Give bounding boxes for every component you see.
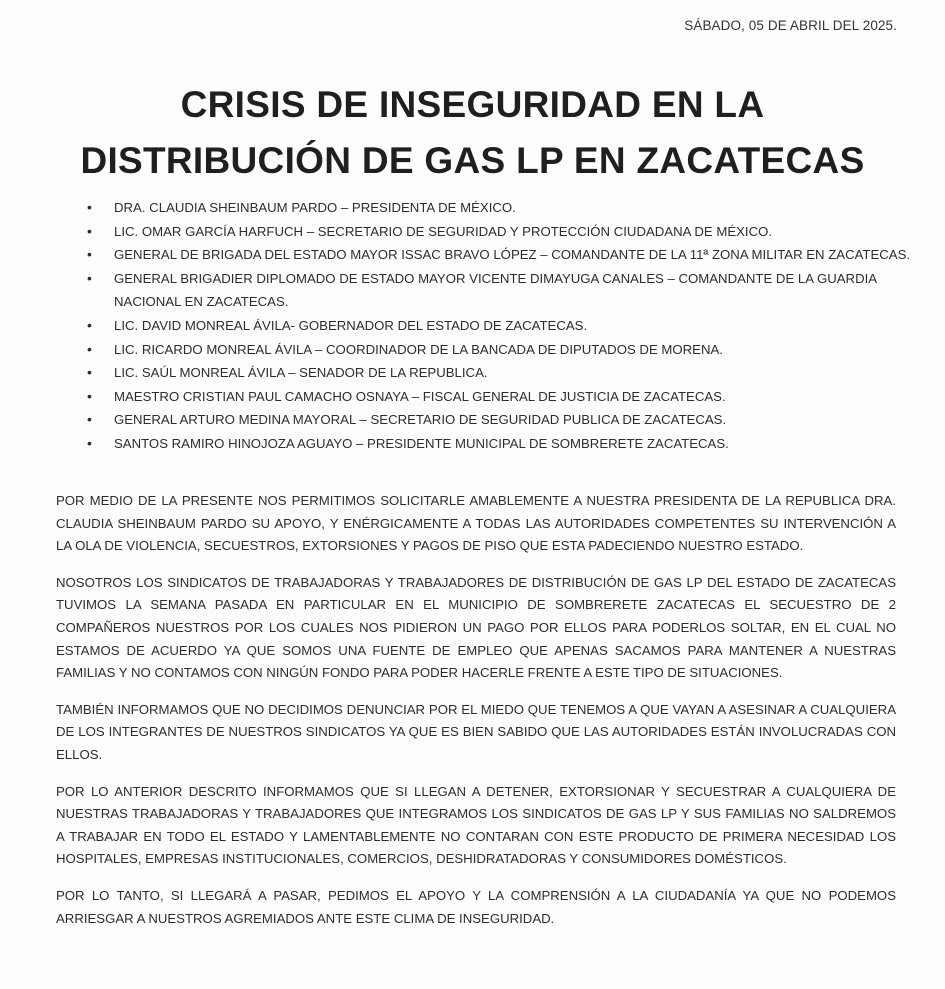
document-body — [56, 490, 896, 944]
title-line-2: DISTRIBUCIÓN DE GAS LP EN ZACATECAS — [80, 139, 865, 181]
body-paragraph: NOSOTROS LOS SINDICATOS DE TRABAJADORAS Y TRABAJADORES DE DISTRIBUCIÓN DE GAS LP DEL ESTADO DE ZACATECAS TUVIMOS LA SEMANA PASADA EN PARTICULAR EN EL MUNICIPIO DE SOMBRERETE ZACATECAS EL SECUESTRO DE 2 COMPAÑEROS NUESTROS POR LOS CUALES NOS PIDIERON UN PAGO POR ELLOS PARA PODERLOS SOLTAR, EN EL CUAL NO ESTAMOS DE ACUERDO YA QUE SOMOS UNA FUENTE DE EMPLEO QUE APENAS SACAMOS PARA MANTENER A NUESTRAS FAMILIAS Y NO CONTAMOS CON NINGÚN FONDO PARA PODER HACERLE FRENTE A ESTE TIPO DE SITUACIONES. — [56, 574, 896, 681]
body-paragraph: POR MEDIO DE LA PRESENTE NOS PERMITIMOS SOLICITARLE AMABLEMENTE A NUESTRA PRESIDENTA DE LA REPUBLICA DRA. CLAUDIA SHEINBAUM PARDO SU APOYO, Y ENÉRGICAMENTE A TODAS LAS AUTORIDADES COMPETENTES SU INTERVENCIÓN A LA OLA DE VIOLENCIA, SECUESTROS, EXTORSIONES Y PAGOS DE PISO QUE ESTA PADECIENDO NUESTRO ESTADO. — [56, 493, 896, 554]
recipient-item: • MAESTRO CRISTIAN PAUL CAMACHO OSNAYA – FISCAL GENERAL DE JUSTICIA DE ZACATECAS. — [114, 385, 934, 409]
recipient-item: • LIC. DAVID MONREAL ÁVILA- GOBERNADOR DEL ESTADO DE ZACATECAS. — [114, 314, 934, 338]
body-paragraph: TAMBIÉN INFORMAMOS QUE NO DECIDIMOS DENUNCIAR POR EL MIEDO QUE TENEMOS A QUE VAYAN A ASESINAR A CUALQUIERA DE LOS INTEGRANTES DE NUESTROS SINDICATOS YA QUE ES BIEN SABIDO QUE LAS AUTORIDADES ESTÁN INVOLUCRADAS CON ELLOS. — [56, 701, 896, 762]
recipient-item: • DRA. CLAUDIA SHEINBAUM PARDO – PRESIDENTA DE MÉXICO. — [114, 196, 934, 220]
recipient-item: • LIC. SAÚL MONREAL ÁVILA – SENADOR DE LA REPUBLICA. — [114, 361, 934, 385]
document-title — [40, 77, 905, 189]
recipient-item: • LIC. RICARDO MONREAL ÁVILA – COORDINADOR DE LA BANCADA DE DIPUTADOS DE MORENA. — [114, 338, 934, 362]
recipient-item: • GENERAL BRIGADIER DIPLOMADO DE ESTADO MAYOR VICENTE DIMAYUGA CANALES – COMANDANTE DE LA GUARDIA NACIONAL EN ZACATECAS. — [114, 267, 934, 314]
body-paragraph: POR LO TANTO, SI LLEGARÁ A PASAR, PEDIMOS EL APOYO Y LA COMPRENSIÓN A LA CIUDADANÍA YA QUE NO PODEMOS ARRIESGAR A NUESTROS AGREMIADOS ANTE ESTE CLIMA DE INSEGURIDAD. — [56, 887, 896, 926]
recipient-list — [86, 196, 934, 456]
recipient-item: • LIC. OMAR GARCÍA HARFUCH – SECRETARIO DE SEGURIDAD Y PROTECCIÓN CIUDADANA DE MÉXICO. — [114, 220, 934, 244]
body-paragraph: POR LO ANTERIOR DESCRITO INFORMAMOS QUE SI LLEGAN A DETENER, EXTORSIONAR Y SECUESTRAR A CUALQUIERA DE NUESTRAS TRABAJADORAS Y TRABAJADORES QUE INTEGRAMOS LOS SINDICATOS DE GAS LP Y SUS FAMILIAS NO SALDREMOS A TRABAJAR EN TODO EL ESTADO Y LAMENTABLEMENTE NO CONTARAN CON ESTE PRODUCTO DE PRIMERA NECESIDAD LOS HOSPITALES, EMPRESAS INSTITUCIONALES, COMERCIOS, DESHIDRATADORAS Y CONSUMIDORES DOMÉSTICOS. — [56, 783, 896, 867]
recipient-item: • SANTOS RAMIRO HINOJOZA AGUAYO – PRESIDENTE MUNICIPAL DE SOMBRERETE ZACATECAS. — [114, 432, 934, 456]
document-date: SÁBADO, 05 DE ABRIL DEL 2025. — [684, 18, 897, 33]
recipient-item: • GENERAL DE BRIGADA DEL ESTADO MAYOR ISSAC BRAVO LÓPEZ – COMANDANTE DE LA 11ª ZONA MILITAR EN ZACATECAS. — [114, 243, 934, 267]
title-line-1: CRISIS DE INSEGURIDAD EN LA — [180, 83, 765, 125]
recipient-item: • GENERAL ARTURO MEDINA MAYORAL – SECRETARIO DE SEGURIDAD PUBLICA DE ZACATECAS. — [114, 408, 934, 432]
